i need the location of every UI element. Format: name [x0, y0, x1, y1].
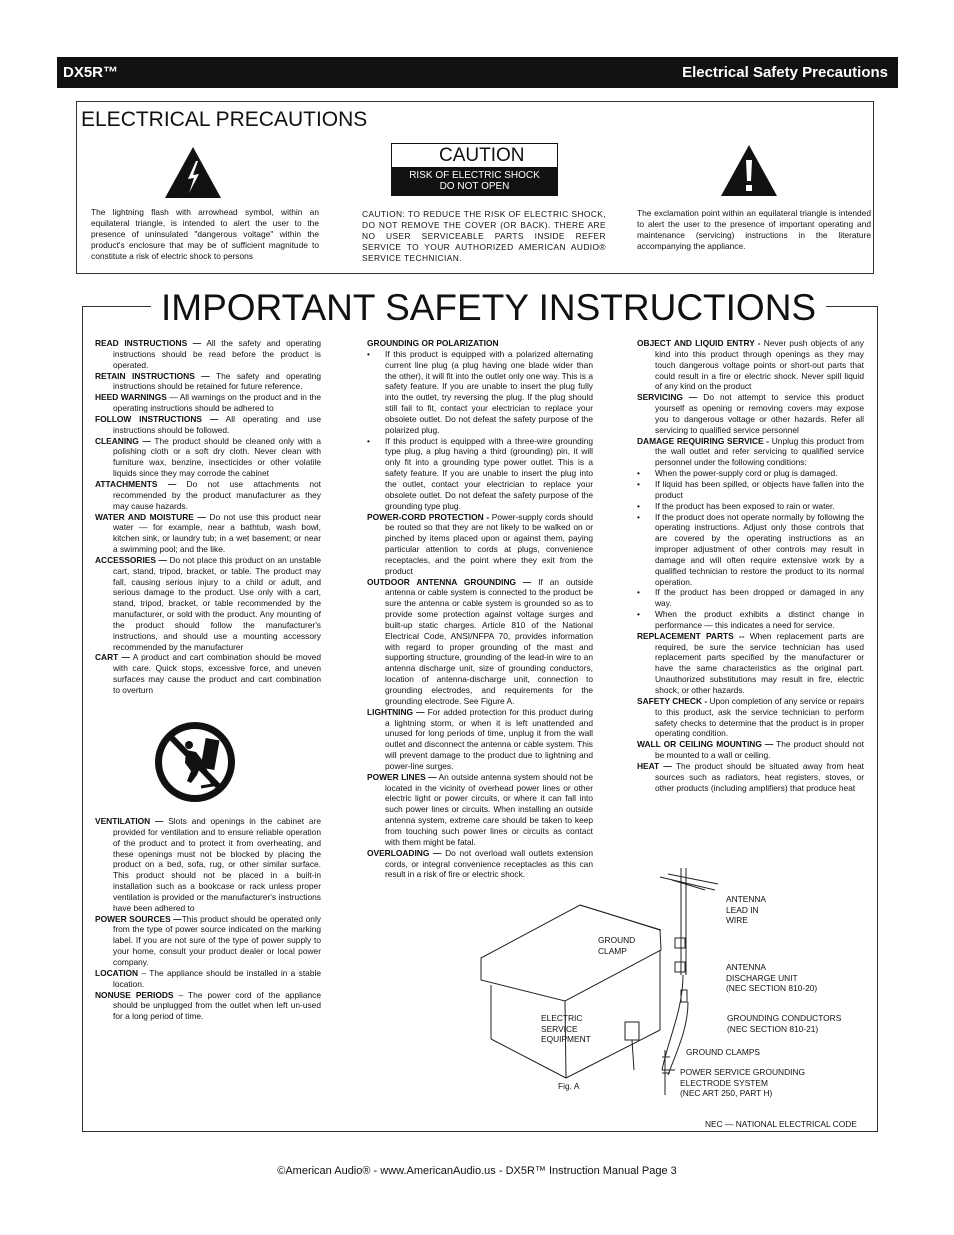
- lightning-description: The lightning flash with arrowhead symbol, within an equilateral triangle, is intended to alert the user to the presence of uninsulated "dangerous voltage" within the product's enclosure that may be of sufficient magnitude to constitute a risk of electric shock to persons: [91, 207, 319, 261]
- instruction-heading: HEED WARNINGS: [95, 392, 167, 403]
- cart-warning-icon: [153, 719, 237, 805]
- instruction-item: [637, 501, 864, 512]
- instruction-heading: HEAT —: [637, 760, 672, 771]
- instruction-text: If this product is equipped with a three-wire grounding type plug, a plug having a third (grounding) pin, it will only fit into a grounding type power outlet. This is a safety feature. If you are unable to insert the plug into the outlet, contact your electrician to replace your obsolete outlet. Do not defeat the safety purpose of the grounding type plug.: [385, 435, 593, 511]
- instruction-item: [637, 631, 864, 696]
- instruction-text: Power-supply cords should be routed so that they are not likely to be walked on or pinched by items placed upon or against them, paying particular attention to cords at plugs, convenience receptacles, and the point where they exit from the product: [385, 511, 593, 576]
- label-electric-service: ELECTRIC SERVICE EQUIPMENT: [541, 1013, 591, 1044]
- instruction-text: – The appliance should be installed in a stable location.: [113, 967, 321, 989]
- instruction-heading: LIGHTNING —: [367, 706, 425, 717]
- instruction-item: [95, 512, 321, 555]
- label-ground-clamps: GROUND CLAMPS: [686, 1047, 760, 1057]
- nec-note: NEC — NATIONAL ELECTRICAL CODE: [705, 1119, 857, 1129]
- instruction-item: [637, 338, 864, 392]
- instruction-text: Never push objects of any kind into this product through openings as they may touch dangerous voltage points or short-out parts that could result in a fire or electric shock. Never spill liquid of any kind on the product: [655, 338, 864, 392]
- instruction-item: [95, 479, 321, 512]
- caution-subtitle: [392, 167, 557, 195]
- antenna-grounding-figure: [480, 865, 720, 1100]
- column-1-bottom: [95, 816, 321, 1022]
- instruction-text: If the product has been dropped or damaged in any way.: [655, 587, 864, 609]
- instruction-heading: FOLLOW INSTRUCTIONS —: [95, 413, 219, 424]
- instruction-heading: SERVICING —: [637, 392, 698, 403]
- exclamation-warning-icon: [719, 143, 779, 198]
- instruction-text: An outside antenna system should not be located in the vicinity of overhead power lines or other electric light or power circuits, or where it can fall into such power lines or circuits. When installing an outside antenna system, extreme care should be taken to keep from touching such power lines or circuits as contact with them might be fatal.: [385, 771, 593, 847]
- instruction-text: The product should be situated away from heat sources such as radiators, heat registers, stoves, or other products (including amplifiers) that produce heat: [655, 760, 864, 793]
- instruction-heading: ATTACHMENTS —: [95, 478, 177, 489]
- instruction-text: Upon completion of any service or repairs to this product, ask the service technician to perform safety checks to determine that the product is in proper operating condition.: [655, 695, 865, 739]
- exclamation-description: The exclamation point within an equilateral triangle is intended to alert the user to the presence of important operating and maintenance (servicing) instructions in the literature accompanying the appliance.: [637, 208, 871, 251]
- instruction-heading: OBJECT AND LIQUID ENTRY -: [637, 338, 761, 348]
- instruction-heading: CART —: [95, 652, 130, 663]
- instruction-text: Slots and openings in the cabinet are provided for ventilation and to ensure reliable operation of the product and to protect it from overheating, and these openings must not be blocked by placing the product on a bed, sofa, rug, or other similar surface. This product should not be placed in a built-in installation such as a bookcase or rack unless proper ventilation is provided or the manufacturer's instructions have been adhered to: [113, 816, 321, 913]
- instruction-text: If the product has been exposed to rain or water.: [655, 500, 835, 511]
- instruction-heading: POWER-CORD PROTECTION -: [367, 511, 490, 522]
- column-3: [637, 338, 864, 793]
- instruction-item: [367, 349, 593, 436]
- instruction-text: For added protection for this product during a lightning storm, or when it is left unattended and unused for long periods of time, unplug it from the wall outlet and disconnect the antenna or cable system. This will prevent damage to the product due to lightning and power-line surges.: [385, 706, 593, 771]
- lightning-warning-icon: [163, 145, 223, 200]
- instruction-heading: SAFETY CHECK -: [637, 695, 708, 706]
- instruction-text: When the product exhibits a distinct change in performance — this indicates a need for service.: [655, 609, 864, 630]
- label-antenna-lead: ANTENNA LEAD IN WIRE: [726, 894, 767, 925]
- instruction-text: All the safety and operating instructions should be read before the product is operated.: [113, 338, 321, 370]
- instruction-item: [95, 555, 321, 653]
- instruction-item: [367, 338, 593, 349]
- instruction-heading: POWER LINES —: [367, 771, 437, 782]
- instruction-text: – The power cord of the appliance should be unplugged from the outlet when left un-used for a long period of time.: [113, 989, 322, 1022]
- instruction-item: [95, 990, 321, 1023]
- column-2: [367, 338, 593, 880]
- instruction-heading: WATER AND MOISTURE —: [95, 511, 206, 522]
- instruction-heading: NONUSE PERIODS: [95, 989, 174, 1000]
- model-name: DX5R™: [63, 64, 119, 81]
- instruction-text: If this product is equipped with a polarized alternating current line plug (a plug having one blade wider than the other), it will fit into the outlet only one way. This is a safety feature. If you are unable to insert the plug fully into the outlet, try reversing the plug. If the plug should still fail to fit, contact your electrician to replace your obsolete outlet. Do not defeat the safety purpose of the polarized plug.: [385, 348, 593, 435]
- instruction-item: [637, 468, 864, 479]
- instruction-text: Do not use this product near water — for example, near a bathtub, wash bowl, kitchen sink, or laundry tub; in a wet basement; or near a swimming pool; and the like.: [113, 511, 321, 555]
- instruction-text: All operating and use instructions should be followed.: [113, 413, 321, 435]
- electrical-precautions-title: ELECTRICAL PRECAUTIONS: [81, 108, 368, 131]
- figure-caption: Fig. A: [558, 1081, 580, 1091]
- instruction-item: [637, 392, 864, 435]
- instruction-text: If liquid has been spilled, or objects have fallen into the product: [655, 478, 864, 500]
- instruction-heading: VENTILATION —: [95, 816, 164, 826]
- instruction-item: [95, 914, 321, 968]
- instruction-heading: OVERLOADING —: [367, 847, 442, 858]
- instruction-text: When replacement parts are required, be sure the service technician has used replacement parts specified by the manufacturer or have the same characteristics as the original part. Unauthorized substitutions may result in fire, electric shock, or other hazards.: [655, 630, 864, 695]
- instruction-text: This product should be operated only from the type of power source indicated on the marking label. If you are not sure of the type of power supply to your home, consult your product dealer or local power company.: [113, 913, 321, 967]
- instruction-item: [637, 609, 864, 631]
- instruction-item: [637, 479, 864, 501]
- instruction-text: A product and cart combination should be moved with care. Quick stops, excessive force, and uneven surfaces may cause the product and cart combination to overturn: [113, 652, 321, 695]
- instruction-item: [367, 512, 593, 577]
- instruction-item: [95, 968, 321, 990]
- instruction-text: Unplug this product from the wall outlet and refer servicing to qualified service personnel under the following conditions:: [655, 435, 864, 468]
- instruction-text: The product should be cleaned only with a polishing cloth or a soft dry cloth. Never clean with furniture wax, benzine, insecticides or other volatile liquids since they may corrode the cabinet: [113, 435, 322, 479]
- instruction-text: The product should not be mounted to a wall or ceiling.: [655, 739, 864, 761]
- caution-line-2: DO NOT OPEN: [439, 181, 510, 192]
- instruction-item: [95, 338, 321, 371]
- caution-title: CAUTION: [439, 145, 525, 166]
- instruction-heading: DAMAGE REQUIRING SERVICE -: [637, 435, 770, 446]
- instruction-heading: LOCATION: [95, 967, 139, 978]
- caution-line-1: RISK OF ELECTRIC SHOCK: [409, 170, 540, 181]
- instruction-text: If an outside antenna or cable system is connected to the product be sure the antenna or cable system is grounded so as to provide some protection against voltage surges and built-up static charges. Article 810 of the National Electrical Code, ANSI/NFPA 70, provides information with regard to proper grounding of the mast and supporting structure, grounding of the lead-in wire to an antenna discharge unit, size of grounding conductors, location of antenna-discharge unit, connection to grounding electrodes, and requirements for the grounding electrode. See Figure A.: [385, 576, 593, 706]
- column-1-top: [95, 338, 321, 696]
- instruction-text: Do not use attachments not recommended by the product manufacturer as they may cause hazards.: [113, 478, 321, 511]
- instruction-item: [95, 414, 321, 436]
- instruction-heading: CLEANING —: [95, 435, 151, 446]
- instruction-text: Do not attempt to service this product yourself as opening or removing covers may expose you to dangerous voltage or other hazards. Refer all servicing to qualified service personnel: [655, 392, 865, 435]
- instruction-heading: WALL OR CEILING MOUNTING —: [637, 739, 774, 750]
- caution-description: CAUTION: TO REDUCE THE RISK OF ELECTRIC SHOCK, DO NOT REMOVE THE COVER (OR BACK). THERE ARE NO USER SERVICEABLE PARTS INSIDE REFER SERVICE TO YOUR AUTHORIZED AMERICAN AUDIO® SERVICE TECHNICIAN.: [362, 209, 606, 263]
- instruction-item: [637, 512, 864, 588]
- instruction-item: [637, 739, 864, 761]
- safety-instructions-title: IMPORTANT SAFETY INSTRUCTIONS: [151, 286, 826, 330]
- instruction-item: [637, 761, 864, 794]
- instruction-heading: ACCESSORIES —: [95, 554, 167, 565]
- instruction-text: — All warnings on the product and in the operating instructions should be adhered to: [113, 392, 321, 414]
- instruction-item: [637, 587, 864, 609]
- instruction-heading: POWER SOURCES —: [95, 913, 182, 924]
- label-ground-clamp: GROUND CLAMP: [598, 935, 636, 956]
- instruction-item: [637, 696, 864, 739]
- instruction-item: [367, 707, 593, 772]
- instruction-item: [95, 371, 321, 393]
- instruction-text: The safety and operating instructions should be retained for future reference.: [113, 370, 321, 392]
- label-grounding-conductors: GROUNDING CONDUCTORS (NEC SECTION 810-21): [727, 1013, 842, 1034]
- instruction-text: When the power-supply cord or plug is damaged.: [655, 468, 838, 479]
- instruction-item: [637, 436, 864, 469]
- instruction-text: Do not overload wall outlets extension cords, or integral convenience receptacles as this can result in a risk of fire or electric shock.: [385, 847, 593, 880]
- instruction-item: [95, 436, 321, 479]
- instruction-item: [95, 392, 321, 414]
- instruction-item: [367, 436, 593, 512]
- instruction-heading: RETAIN INSTRUCTIONS —: [95, 370, 210, 381]
- instruction-heading: OUTDOOR ANTENNA GROUNDING —: [367, 576, 532, 587]
- caution-label: [391, 143, 558, 196]
- page-footer: ©American Audio® - www.AmericanAudio.us - DX5R™ Instruction Manual Page 3: [277, 1165, 677, 1177]
- label-discharge-unit: ANTENNA DISCHARGE UNIT (NEC SECTION 810-20): [726, 962, 818, 993]
- instruction-heading: READ INSTRUCTIONS —: [95, 338, 202, 348]
- instruction-item: [95, 652, 321, 695]
- section-title: Electrical Safety Precautions: [682, 64, 888, 81]
- instruction-text: Do not place this product on an unstable cart, stand, tripod, bracket, or table. The product may fall, causing serious injury to a child or adult, and serious damage to the product. Use only with a cart, stand, tripod, bracket, or table recommended by the manufacturer, or sold with the product. Any mounting of the product should follow the manufacturer's instructions, and should use a mounting accessory recommended by the manufacturer: [113, 554, 322, 652]
- label-grounding-electrode: POWER SERVICE GROUNDING ELECTRODE SYSTEM (NEC ART 250, PART H): [680, 1067, 806, 1098]
- instruction-item: [95, 816, 321, 914]
- instruction-item: [367, 577, 593, 707]
- instruction-heading: GROUNDING OR POLARIZATION: [367, 338, 499, 348]
- page-header: [57, 57, 898, 88]
- instruction-text: If the product does not operate normally by following the operating instructions. Adjust only those controls that are covered by the operating instructions as an improper adjustment of other controls may result in damage and will often require extensive work by a qualified technician to restore the product to its normal operation.: [655, 511, 864, 587]
- instruction-heading: REPLACEMENT PARTS --: [637, 630, 745, 641]
- instruction-item: [367, 772, 593, 848]
